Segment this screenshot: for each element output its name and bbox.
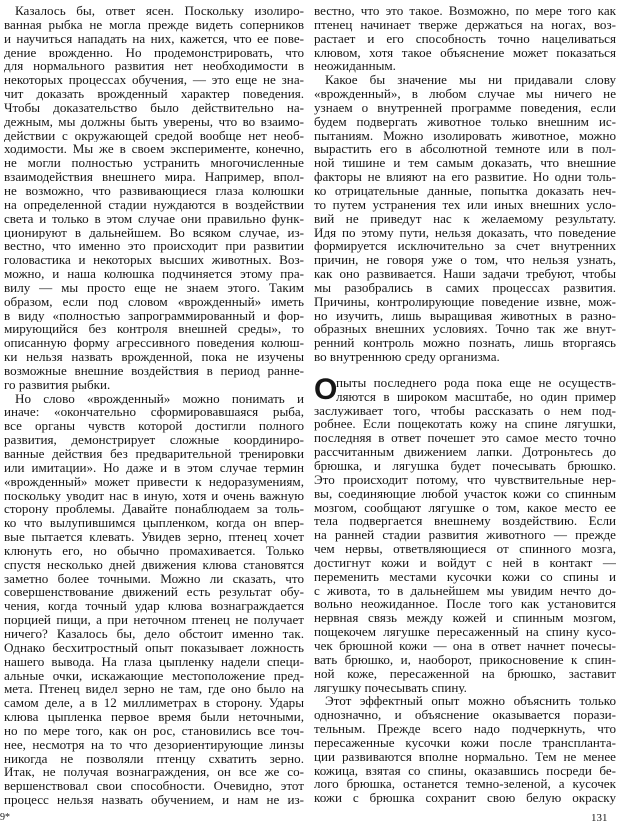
text-line: факторы не влияют на его развитие. Но одни толь-: [314, 170, 616, 184]
text-line: растает и его способность точно нацеливаться: [314, 31, 616, 46]
text-line: возможные внешние воздействия в период ранне-: [4, 363, 304, 378]
text-line: вы, соединяющие любой участок кожи со спинным: [314, 486, 616, 501]
text-line: Но слово «врожденный» можно понимать и: [15, 391, 304, 406]
text-line: в виду «полностью запрограммированный и фор-: [4, 308, 304, 323]
text-line: кожи с брюшка сохранит свою белую окраску: [314, 791, 616, 806]
text-line: пыты последнего рода пока еще не осуществ-: [336, 375, 616, 390]
text-line: развития, демонстрирует сложные координиро-: [4, 433, 304, 447]
section-gap: [314, 364, 616, 376]
text-line: пересаженные кусочки кожи после транспланта-: [314, 735, 616, 750]
text-line: некоторых процессах обучения, — это еще не зна-: [4, 73, 304, 88]
text-line: заметно более точными. Можно ли сказать, что: [4, 571, 304, 586]
text-line: вольно неожиданное. После того как установится: [314, 597, 616, 612]
text-line: и научиться нападать на них, кажется, что ее пове-: [4, 31, 304, 46]
text-line: вестно, что именно это происходит при развитии: [4, 239, 304, 254]
text-line: ляются в широком масштабе, но один пример: [336, 389, 616, 404]
text-line: самом деле, а в 12 миллиметрах в сторону. Удары: [4, 696, 304, 711]
text-line: дение врожденно. Но продемонстрировать, что: [4, 45, 304, 60]
text-line: вые пытается клевать. Увидев зерно, птенец хочет: [4, 530, 304, 544]
text-line: однозначно, и объяснение оказывается порази-: [314, 708, 616, 723]
text-line: последняя в ответ почешет это самое место точно: [314, 431, 616, 446]
text-line: не возможно, что развивающиеся глаза колюшки: [4, 183, 304, 198]
text-line: действии с окружающей средой вообще нет необ-: [4, 128, 304, 143]
text-line: порцией пищи, а при неточном птенец не получает: [4, 613, 304, 627]
text-line: узнаем о внутренней программе поведения, если: [314, 100, 616, 115]
text-line: будем подвергать животное только внешним ис-: [314, 114, 616, 129]
text-line: Итак, не получая вознаграждения, он все же со-: [4, 765, 304, 780]
text-line: достигнут кожи и войдут с ней в контакт —: [314, 555, 616, 570]
text-line: на ранней стадии развития животного — прежде: [314, 528, 616, 543]
text-line: альные очки, искажающие местоположение пред-: [4, 668, 304, 683]
text-line: робнее. Если пощекотать кожу на спине лягушки,: [314, 417, 616, 432]
text-line: света и только в этом случае они правильно функ-: [4, 211, 304, 226]
text-line: описанную форму агрессивного поведения колюш-: [4, 336, 304, 351]
text-line: заслуживает того, чтобы рассказать о нем под-: [314, 403, 616, 418]
text-line: Чтобы доказательство было действительно на-: [4, 100, 304, 115]
text-line: но изучить, лишь выращивая животных в разно-: [314, 308, 616, 323]
text-line: для нормального развития нет необходимости в: [4, 59, 304, 74]
text-line: нее, несмотря на то что дезориентирующие линзы: [4, 737, 304, 752]
text-line: рассчитанным движением лапки. Дотроньтесь до: [314, 445, 616, 459]
text-line: клювом, хотя такое объяснение может показаться: [314, 45, 616, 60]
text-line: иначе: «окончательно сформировавшаяся рыба,: [4, 405, 304, 420]
text-line: вилу — мы просто еще не знаем этого. Таким: [4, 280, 304, 295]
text-line: брюшка, и лягушка будет почесывать брюшко.: [314, 459, 616, 473]
text-line: мы разобрались в самих процессах развития.: [314, 280, 616, 295]
text-line: ции развиваются вполне нормально. Тем не менее: [314, 749, 616, 764]
text-line: нашего вывода. На глаза цыпленку надели специ-: [4, 654, 304, 669]
drop-cap: О: [314, 372, 338, 406]
text-line: птенец начинает тверже держаться на ногах, воз-: [314, 17, 616, 32]
text-line: ко что вылупившимся цыпленком, когда он впер-: [4, 516, 304, 531]
text-line: Этот эффектный опыт можно объяснить только: [325, 694, 616, 709]
text-line: образом, если под словом «врожденный» иметь: [4, 294, 304, 309]
text-line: дежным, мы должны быть уверены, что во взаимо-: [4, 114, 304, 129]
text-line: «врожденный» может привести к недоразумениям,: [4, 474, 304, 489]
page-number: 131: [591, 812, 608, 824]
text-line: взаимодействия внешнего мира. Например, впол-: [4, 170, 304, 184]
text-line: клюнуть его, но обычно промахивается. Только: [4, 543, 304, 558]
text-line: чит доказать врожденный характер поведения.: [4, 87, 304, 101]
text-line: ной коже, пересаженной на брюшко, заставит: [314, 666, 616, 681]
text-line: вать брюшко, и, наоборот, прикосновение к спин-: [314, 652, 616, 667]
text-line: головастика и некоторых высших животных. Воз-: [4, 253, 304, 268]
text-line: чения, когда точный удар клюва вознаграждается: [4, 599, 304, 614]
text-line: ванные действия без предварительной тренировки: [4, 447, 304, 461]
text-line: клюва цыпленка первое время были неточными,: [4, 710, 304, 724]
text-line: лягушку почесывать спину.: [314, 680, 467, 695]
text-line: формируется исключительно за счет внутренних: [314, 239, 616, 254]
text-line: совершенствование движений есть результат обу-: [4, 585, 304, 600]
text-column-left: [4, 4, 304, 807]
text-line: можно, и наша колюшка подчиняется этому пра-: [4, 267, 304, 281]
text-line: пощекочем лягушке пересаженный на спину кусо-: [314, 625, 616, 639]
text-line: ки нельзя назвать врожденной, пока не изучены: [4, 350, 304, 364]
text-line: или имитации». Но даже и в этом случае термин: [4, 460, 304, 475]
text-line: переменить местами кусочки кожи со спины и: [314, 569, 616, 584]
text-line: лого брюшка, останется темно-зеленой, а кусочек: [314, 777, 616, 792]
text-line: неожиданным.: [314, 59, 396, 74]
text-line: Идя по этому пути, нельзя доказать, что поведение: [314, 225, 616, 240]
text-line: с живота, то в дальнейшем мы увидим нечто до-: [314, 583, 616, 598]
text-line: мета. Птенец видел зерно не там, где оно было на: [4, 682, 304, 697]
text-line: чек брюшной кожи — она в ответ начнет почесы-: [314, 638, 616, 653]
signature-mark: 9*: [0, 812, 10, 823]
text-line: на определенной стадии нуждаются в воздействии: [4, 197, 304, 212]
text-line: ко отрицательные данные, попытка доказать неч-: [314, 183, 616, 198]
text-column-right: [314, 4, 616, 805]
text-line: кожица, взятая со спины, оказавшись посреди бе-: [314, 763, 616, 778]
text-line: Однако бесхитростный опыт показывает ложность: [4, 640, 304, 655]
text-line: но по мере того, как он рос, становились все точ-: [4, 723, 304, 738]
text-line: сторону проблемы. Давайте понаблюдаем за толь-: [4, 502, 304, 517]
text-line: ренний контроль можно познать, лишь вторгаясь: [314, 336, 616, 351]
text-line: образных внешних условиях. Точно так же внут-: [314, 322, 616, 337]
text-line: тельным. Прежде всего надо подчеркнуть, что: [314, 722, 616, 736]
text-line: чем нервы, ответвляющиеся от спинного мозга,: [314, 542, 616, 556]
text-line: процесс нельзя назвать обучением, и нам не из-: [4, 793, 304, 807]
text-line: ционируют в дальнейшем. Во всяком случае, из-: [4, 225, 304, 240]
text-line: тела подвергается внешнему воздействию. Если: [314, 514, 616, 529]
text-line: никогда не позволяли птенцу схватить зерно.: [4, 751, 304, 766]
text-line: вырастить его в абсолютной темноте или в пол-: [314, 142, 616, 157]
text-line: Казалось бы, ответ ясен. Поскольку изолиро-: [15, 4, 304, 18]
text-line: причин, не говоря уже о том, что нельзя узнать,: [314, 253, 616, 268]
text-line: Какое бы значение мы ни придавали слову: [325, 73, 616, 88]
text-line: во внутреннюю среду организма.: [314, 350, 500, 364]
text-line: не могли полностью устранить многочисленные: [4, 156, 304, 171]
text-line: поскольку уводит нас в иную, хотя и очень важную: [4, 488, 304, 503]
text-line: все органы чувств которой достигли полного: [4, 419, 304, 434]
text-line: вестно, что это такое. Возможно, по мере того как: [314, 4, 616, 18]
text-line: Причины, контролирующие поведение извне, мож-: [314, 294, 616, 309]
text-line: пытаниям. Можно изолировать животное, можно: [314, 128, 616, 143]
text-line: то путем устранения тех или иных внешних усло-: [314, 197, 616, 212]
text-line: ходимости. Мы же в своем эксперименте, конечно,: [4, 142, 304, 157]
text-line: как оно развивается. Наши задачи требуют, чтобы: [314, 267, 616, 281]
text-line: ничего? Казалось бы, дело обстоит именно так.: [4, 626, 304, 641]
text-line: ной тишине и тем самым доказать, что внешние: [314, 156, 616, 171]
text-line: вий не приведут нас к желаемому результату.: [314, 211, 616, 226]
text-line: Это происходит потому, что чувствительные нер-: [314, 472, 616, 487]
text-line: ванная рыбка не могла прежде видеть соперников: [4, 17, 304, 32]
text-line: мирующийся без контроля внешней среды», то: [4, 322, 304, 337]
text-line: спустя несколько дней движения клюва становятся: [4, 557, 304, 572]
text-line: «врожденный», в любом случае мы ничего не: [314, 87, 616, 101]
text-line: вершенствовал свои способности. Очевидно, этот: [4, 779, 304, 794]
text-line: нервная связь между кожей и спинным мозгом,: [314, 611, 616, 626]
text-line: го развития рыбки.: [4, 377, 111, 392]
text-line: мозгом, сообщают лягушке о том, какое место ее: [314, 500, 616, 515]
